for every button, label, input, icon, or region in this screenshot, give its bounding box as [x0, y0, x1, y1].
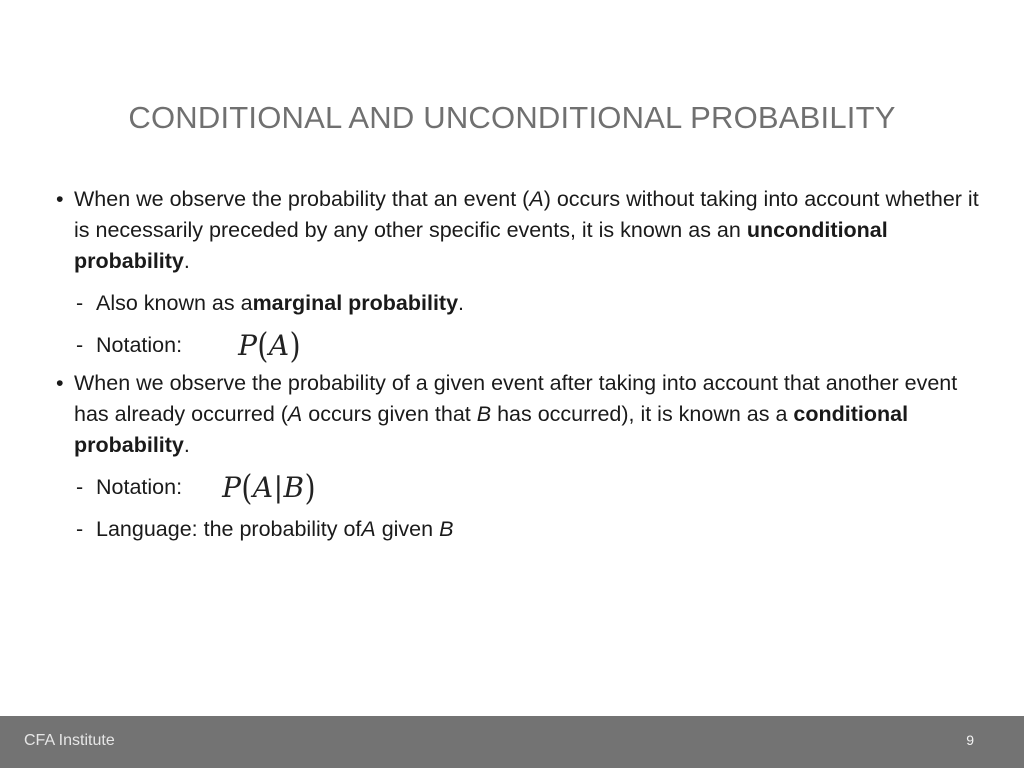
notation-p-of-a-given-b	[222, 466, 317, 509]
notation-p-of-a	[238, 324, 302, 367]
notation-arg-b: B	[283, 471, 305, 504]
bullet1-text-end: .	[183, 249, 190, 273]
footer-org-name: CFA Institute	[24, 732, 115, 749]
sub1-text-end: .	[458, 291, 465, 315]
term-unconditional-probability: unconditional probability	[74, 218, 888, 273]
page-number: 9	[966, 732, 974, 748]
bullet2-text-pre: When we observe the probability of a given event after taking into account that another event has already occurred (	[74, 371, 958, 426]
sub-notation-unconditional	[50, 324, 980, 367]
notation-given-bar: |	[273, 471, 284, 504]
notation-fn: P	[238, 329, 258, 362]
notation-label: Notation:	[96, 333, 183, 357]
term-conditional-probability: conditional probability	[74, 402, 909, 457]
bullet1-text-mid: ) occurs without taking into account whether it is necessarily preceded by any other specific events, it is known as an	[74, 187, 979, 242]
sub4-text-mid: given	[375, 517, 440, 541]
notation-arg: A	[268, 329, 290, 362]
sub-marker: -	[76, 291, 84, 315]
var-b: B	[476, 402, 492, 426]
bullet2-text-end: .	[183, 433, 190, 457]
bullet-unconditional	[50, 184, 980, 277]
var-b: B	[439, 517, 454, 541]
notation-close-paren: )	[304, 466, 317, 509]
var-a: A	[361, 517, 376, 541]
bullet-conditional	[50, 368, 980, 461]
sub1-text-pre: Also known as a	[96, 291, 253, 315]
notation-open-paren: (	[241, 466, 253, 509]
footer-bar	[0, 716, 1024, 768]
sub-language	[50, 514, 980, 545]
sub-marker: -	[76, 475, 84, 499]
notation-fn: P	[222, 471, 242, 504]
notation-open-paren: (	[257, 324, 269, 367]
sub4-text-pre: Language: the probability of	[96, 517, 362, 541]
bullet2-text-mid: occurs given that	[302, 402, 477, 426]
notation-label: Notation:	[96, 475, 183, 499]
term-marginal-probability: marginal probability	[252, 291, 459, 315]
sub-marker: -	[76, 333, 84, 357]
var-a: A	[529, 187, 544, 211]
sub-marginal	[50, 288, 980, 319]
notation-arg-a: A	[252, 471, 274, 504]
sub-marker: -	[76, 517, 84, 541]
var-a: A	[287, 402, 303, 426]
notation-close-paren: )	[289, 324, 302, 367]
slide-body	[50, 184, 980, 545]
slide-title: CONDITIONAL AND UNCONDITIONAL PROBABILITY	[128, 100, 896, 135]
bullet-marker: •	[56, 187, 64, 211]
bullet1-text-pre: When we observe the probability that an event (	[74, 187, 530, 211]
sub-notation-conditional	[50, 466, 980, 509]
bullet-marker: •	[56, 371, 64, 395]
bullet2-text-mid2: has occurred), it is known as a	[491, 402, 794, 426]
